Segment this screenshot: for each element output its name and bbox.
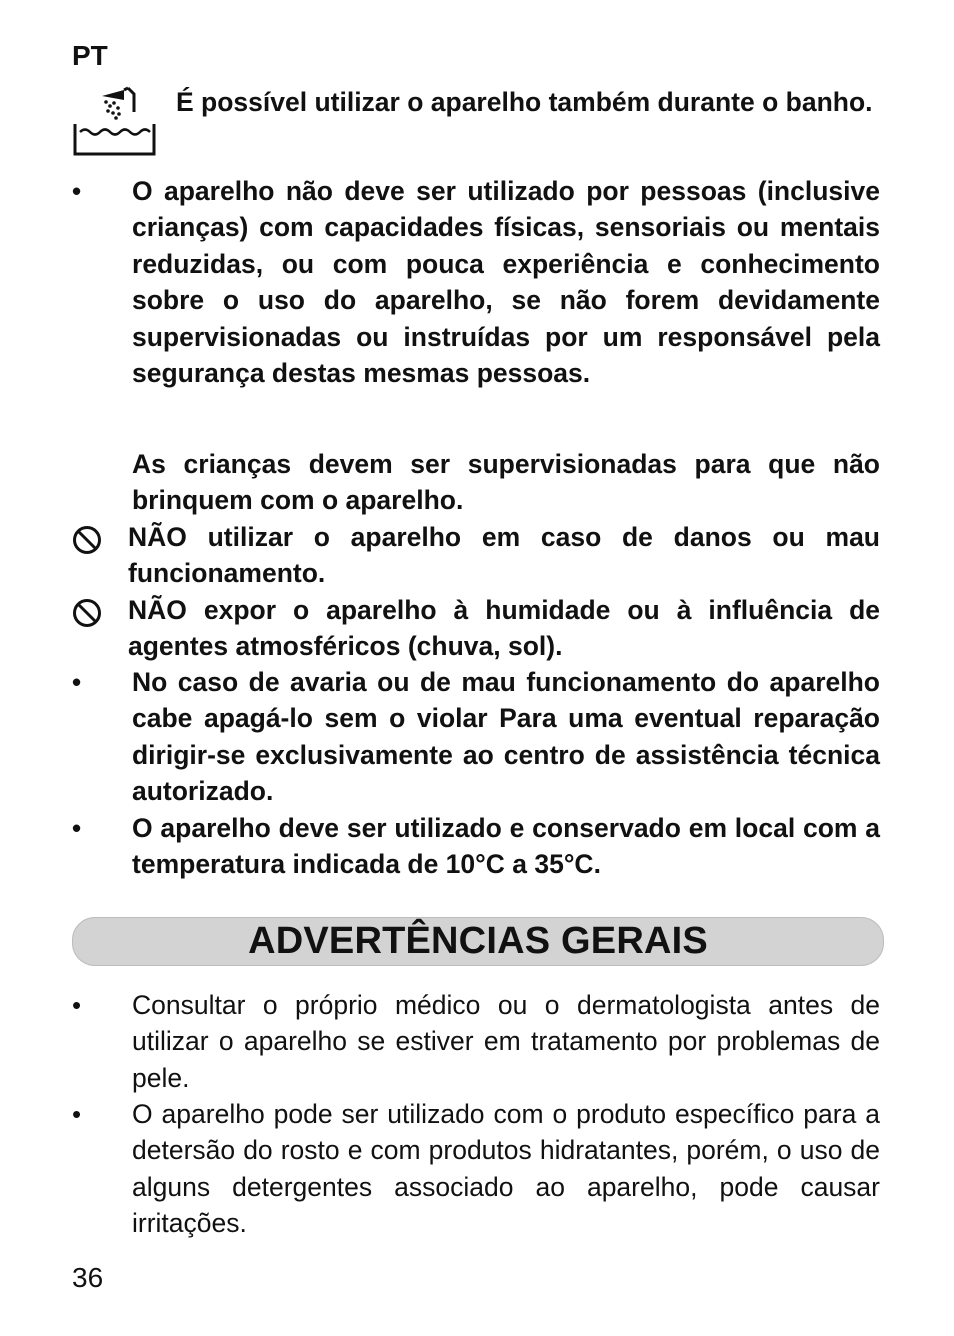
shower-note [72,84,880,164]
section-text-2: O aparelho pode ser utilizado com o produto específico para a detersão do rosto e com produtos hidratantes, porém, o uso de alguns detergentes associado ao aparelho, pode causar irritações. [132,1099,880,1239]
section-title: ADVERTÊNCIAS GERAIS [72,917,884,966]
page-number: 36 [72,1262,104,1293]
bullet-marker: • [72,667,82,697]
prohibited-icon [72,525,102,560]
warning-text-1: O aparelho não deve ser utilizado por pessoas (inclusive crianças) com capacidades físicas, sensoriais ou mentais reduzidas, ou com pouca experiência e conhecimento sobre o uso do aparelho, se não forem devidamente supervisionadas ou instruídas por um responsável pela segurança destas mesmas pessoas. [132,176,880,389]
bullet-marker: • [72,990,82,1020]
bullet-marker: • [72,176,82,206]
bullet-marker: • [72,1099,82,1129]
bullet-marker: • [72,813,82,843]
warning-text-3: NÃO expor o aparelho à humidade ou à influência de agentes atmosféricos (chuva, sol). [128,595,880,662]
section-text-1: Consultar o próprio médico ou o dermatologista antes de utilizar o aparelho se estiver em tratamento por problemas de pele. [132,990,880,1093]
warning-text-4: No caso de avaria ou de mau funcionamento do aparelho cabe apagá-lo sem o violar Para uma eventual reparação dirigir-se exclusivamente ao centro de assistência técnica autorizado. [132,667,880,807]
warning-text-1-extra: As crianças devem ser supervisionadas para que não brinquem com o aparelho. [132,449,880,516]
warning-text-5: O aparelho deve ser utilizado e conservado em local com a temperatura indicada de 10°C a 35°C. [132,813,880,880]
language-code: PT [72,40,108,71]
shower-note-text: É possível utilizar o aparelho também durante o banho. [176,87,873,117]
warning-text-2: NÃO utilizar o aparelho em caso de danos ou mau funcionamento. [128,522,880,589]
shower-bath-icon [72,86,156,163]
prohibited-icon [72,598,102,633]
